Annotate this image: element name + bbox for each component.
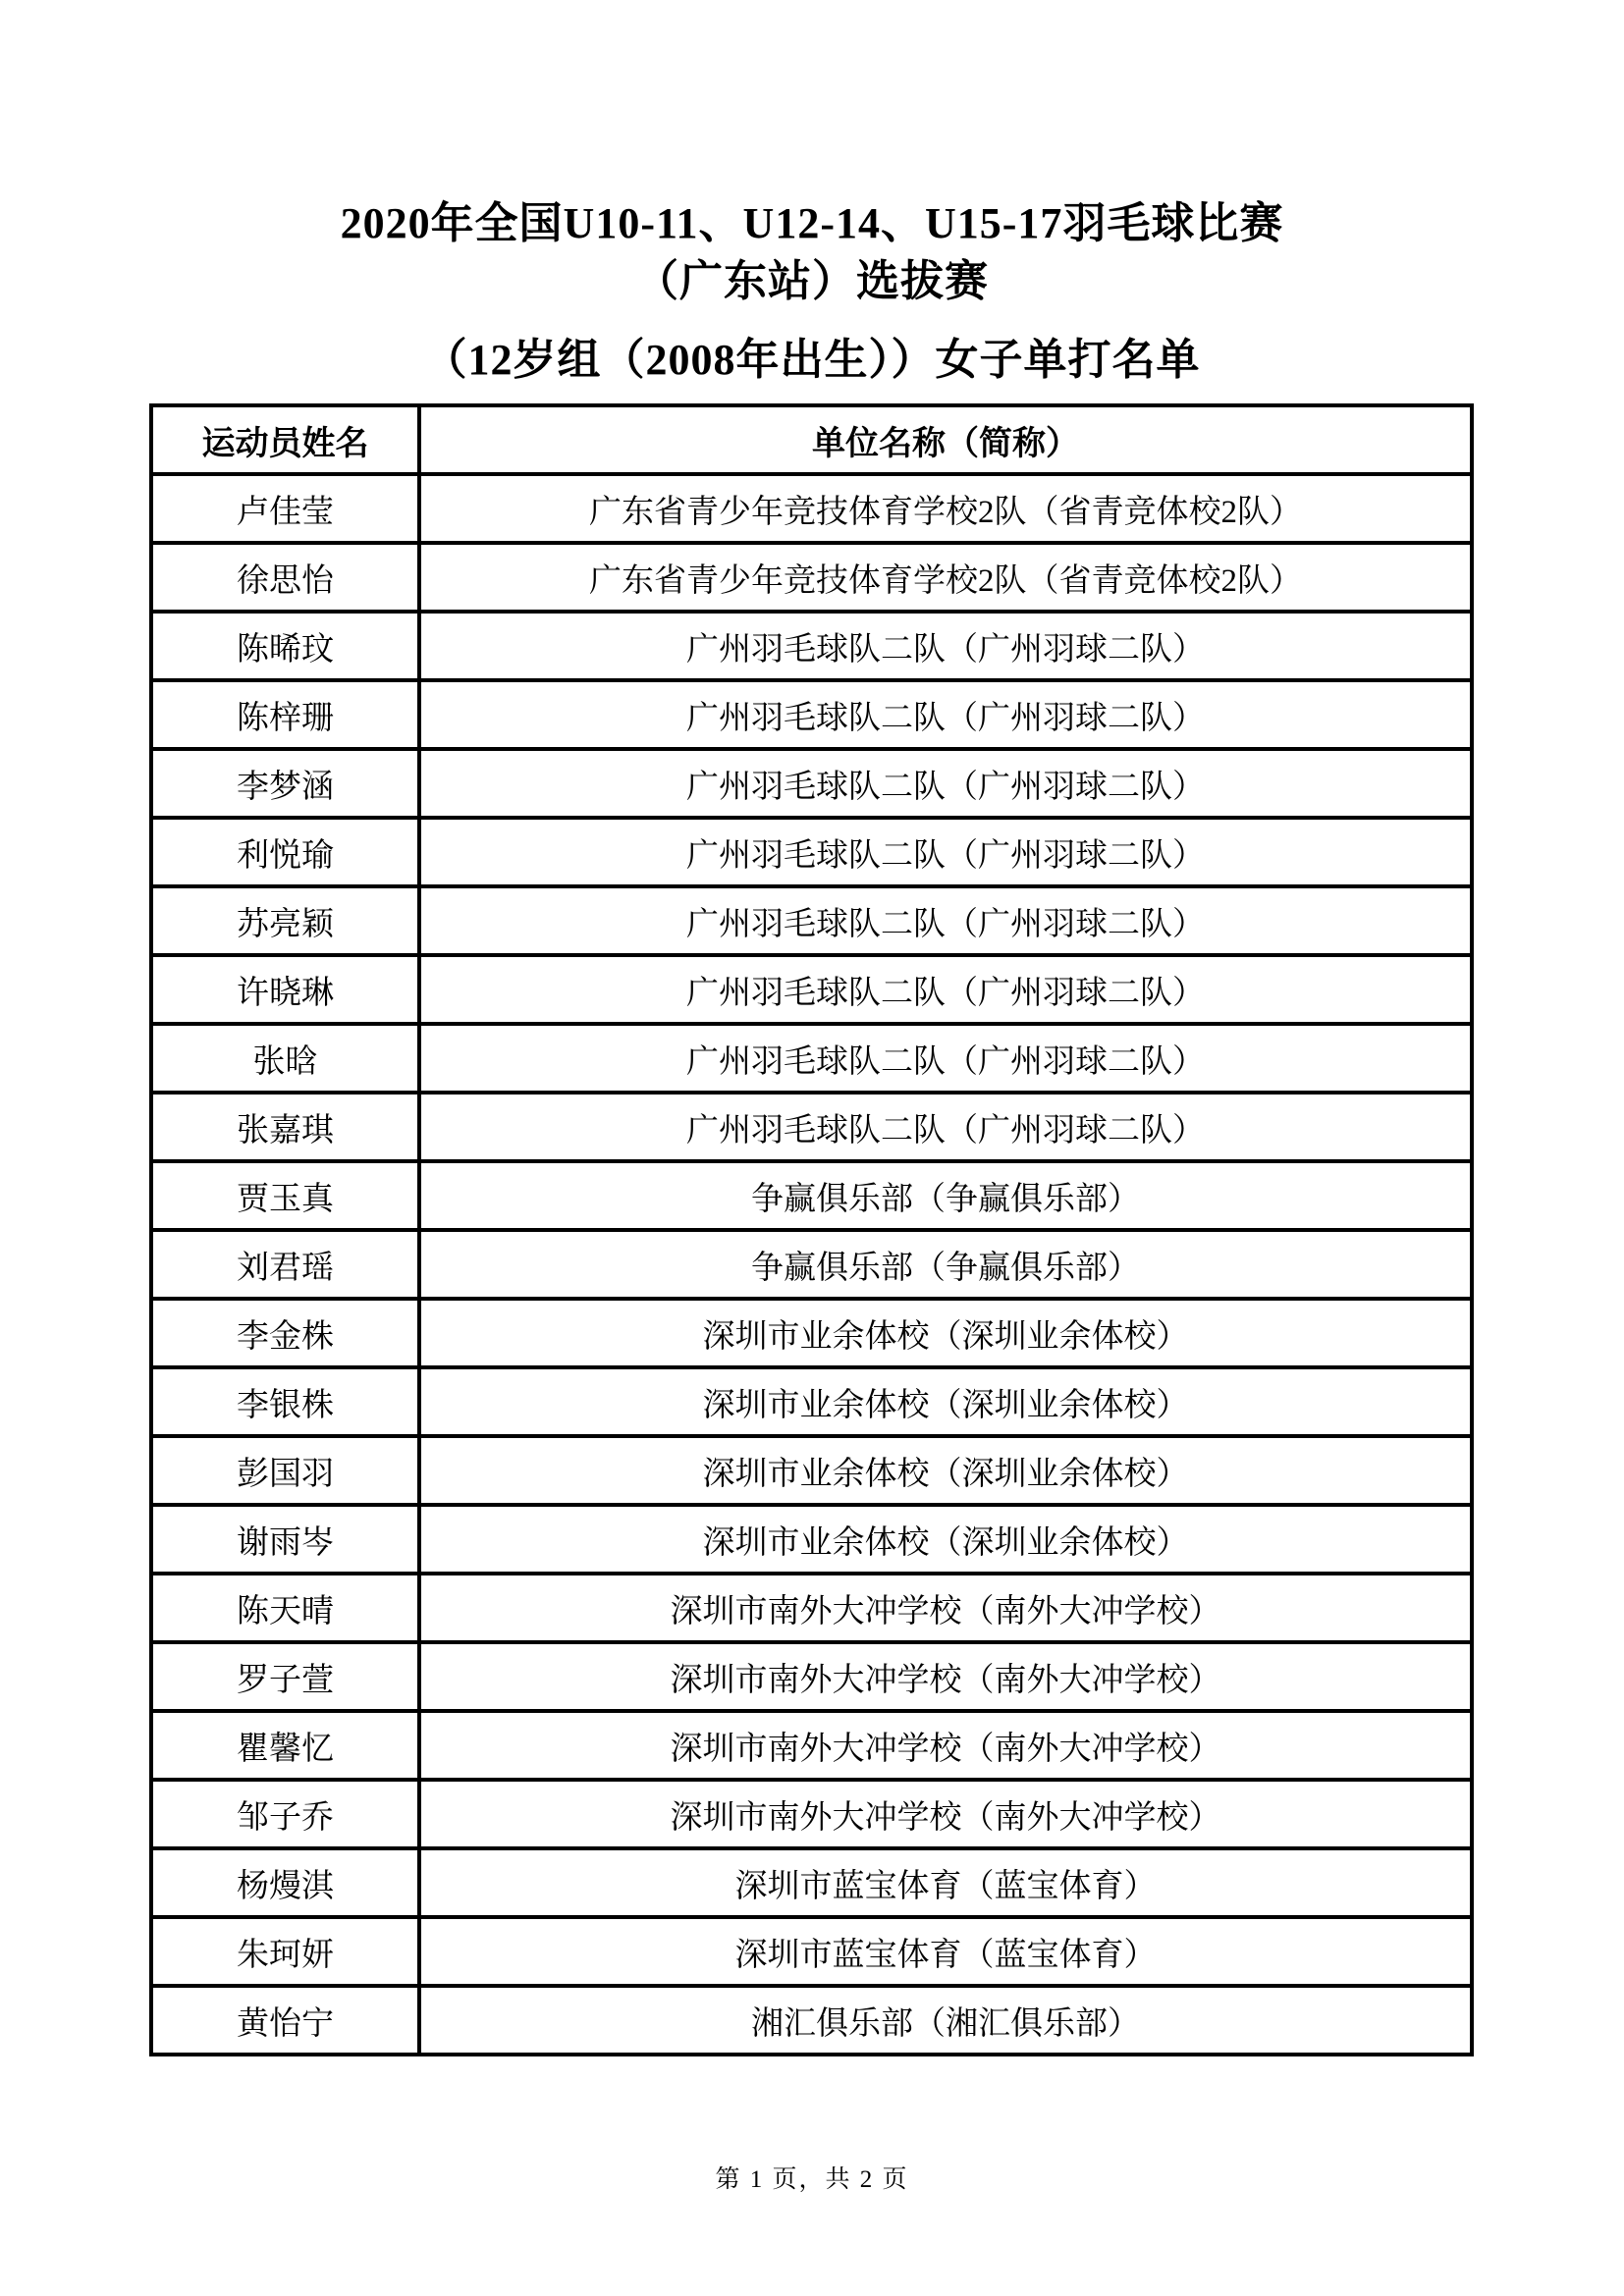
- athlete-name-cell: 黄怡宁: [151, 1986, 419, 2055]
- organization-name-cell: 深圳市南外大冲学校（南外大冲学校）: [419, 1642, 1472, 1711]
- athlete-name-cell: 李银株: [151, 1367, 419, 1436]
- table-row: [151, 1230, 1472, 1299]
- organization-name-cell: 广州羽毛球队二队（广州羽球二队）: [419, 886, 1472, 955]
- athlete-name-cell: 瞿馨忆: [151, 1711, 419, 1780]
- organization-name-cell: 深圳市南外大冲学校（南外大冲学校）: [419, 1574, 1472, 1642]
- organization-name-cell: 广州羽毛球队二队（广州羽球二队）: [419, 1024, 1472, 1093]
- athlete-name-cell: 张晗: [151, 1024, 419, 1093]
- table-row: [151, 1436, 1472, 1505]
- table-row: [151, 1711, 1472, 1780]
- table-row: [151, 1917, 1472, 1986]
- athlete-name-cell: 贾玉真: [151, 1161, 419, 1230]
- organization-name-cell: 广州羽毛球队二队（广州羽球二队）: [419, 612, 1472, 680]
- header-row: [151, 405, 1472, 474]
- table-row: [151, 1574, 1472, 1642]
- table-row: [151, 1848, 1472, 1917]
- header-athlete-name: 运动员姓名: [151, 405, 419, 474]
- page-footer: 第 1 页，共 2 页: [715, 2166, 909, 2193]
- table-row: [151, 1299, 1472, 1367]
- organization-name-cell: 深圳市南外大冲学校（南外大冲学校）: [419, 1780, 1472, 1848]
- organization-name-cell: 广州羽毛球队二队（广州羽球二队）: [419, 955, 1472, 1024]
- organization-name-cell: 深圳市业余体校（深圳业余体校）: [419, 1299, 1472, 1367]
- roster-table: [149, 403, 1474, 2056]
- table-row: [151, 1367, 1472, 1436]
- table-row: [151, 1093, 1472, 1161]
- organization-name-cell: 争赢俱乐部（争赢俱乐部）: [419, 1161, 1472, 1230]
- table-row: [151, 1780, 1472, 1848]
- athlete-name-cell: 陈梓珊: [151, 680, 419, 749]
- organization-name-cell: 深圳市蓝宝体育（蓝宝体育）: [419, 1917, 1472, 1986]
- athlete-name-cell: 苏亮颖: [151, 886, 419, 955]
- organization-name-cell: 争赢俱乐部（争赢俱乐部）: [419, 1230, 1472, 1299]
- athlete-name-cell: 刘君瑶: [151, 1230, 419, 1299]
- organization-name-cell: 深圳市业余体校（深圳业余体校）: [419, 1505, 1472, 1574]
- roster-table-body: [151, 474, 1472, 2055]
- athlete-name-cell: 邹子乔: [151, 1780, 419, 1848]
- table-row: [151, 1161, 1472, 1230]
- athlete-name-cell: 陈晞玟: [151, 612, 419, 680]
- organization-name-cell: 广东省青少年竞技体育学校2队（省青竞体校2队）: [419, 543, 1472, 612]
- table-row: [151, 818, 1472, 886]
- organization-name-cell: 深圳市南外大冲学校（南外大冲学校）: [419, 1711, 1472, 1780]
- title-line-2: （广东站）选拔赛: [635, 257, 989, 305]
- table-row: [151, 680, 1472, 749]
- table-row: [151, 886, 1472, 955]
- athlete-name-cell: 许晓琳: [151, 955, 419, 1024]
- roster-table-header: [151, 405, 1472, 474]
- table-row: [151, 749, 1472, 818]
- organization-name-cell: 广州羽毛球队二队（广州羽球二队）: [419, 1093, 1472, 1161]
- athlete-name-cell: 张嘉琪: [151, 1093, 419, 1161]
- organization-name-cell: 广州羽毛球队二队（广州羽球二队）: [419, 680, 1472, 749]
- athlete-name-cell: 李梦涵: [151, 749, 419, 818]
- athlete-name-cell: 彭国羽: [151, 1436, 419, 1505]
- athlete-name-cell: 徐思怡: [151, 543, 419, 612]
- organization-name-cell: 深圳市业余体校（深圳业余体校）: [419, 1436, 1472, 1505]
- organization-name-cell: 湘汇俱乐部（湘汇俱乐部）: [419, 1986, 1472, 2055]
- title-line-3: （12岁组（2008年出生））女子单打名单: [423, 336, 1201, 384]
- organization-name-cell: 广东省青少年竞技体育学校2队（省青竞体校2队）: [419, 474, 1472, 543]
- table-row: [151, 1024, 1472, 1093]
- title-line-1: 2020年全国U10-11、U12-14、U15-17羽毛球比赛: [340, 199, 1284, 247]
- organization-name-cell: 深圳市业余体校（深圳业余体校）: [419, 1367, 1472, 1436]
- document-title: [0, 194, 1624, 389]
- table-row: [151, 1642, 1472, 1711]
- organization-name-cell: 广州羽毛球队二队（广州羽球二队）: [419, 749, 1472, 818]
- table-row: [151, 612, 1472, 680]
- table-row: [151, 474, 1472, 543]
- athlete-name-cell: 李金株: [151, 1299, 419, 1367]
- athlete-name-cell: 陈天晴: [151, 1574, 419, 1642]
- organization-name-cell: 广州羽毛球队二队（广州羽球二队）: [419, 818, 1472, 886]
- header-organization-name: 单位名称（简称）: [419, 405, 1472, 474]
- athlete-name-cell: 朱珂妍: [151, 1917, 419, 1986]
- athlete-name-cell: 谢雨岑: [151, 1505, 419, 1574]
- athlete-name-cell: 利悦瑜: [151, 818, 419, 886]
- table-row: [151, 1986, 1472, 2055]
- organization-name-cell: 深圳市蓝宝体育（蓝宝体育）: [419, 1848, 1472, 1917]
- table-row: [151, 543, 1472, 612]
- table-row: [151, 1505, 1472, 1574]
- athlete-name-cell: 卢佳莹: [151, 474, 419, 543]
- table-row: [151, 955, 1472, 1024]
- athlete-name-cell: 罗子萱: [151, 1642, 419, 1711]
- athlete-name-cell: 杨熳淇: [151, 1848, 419, 1917]
